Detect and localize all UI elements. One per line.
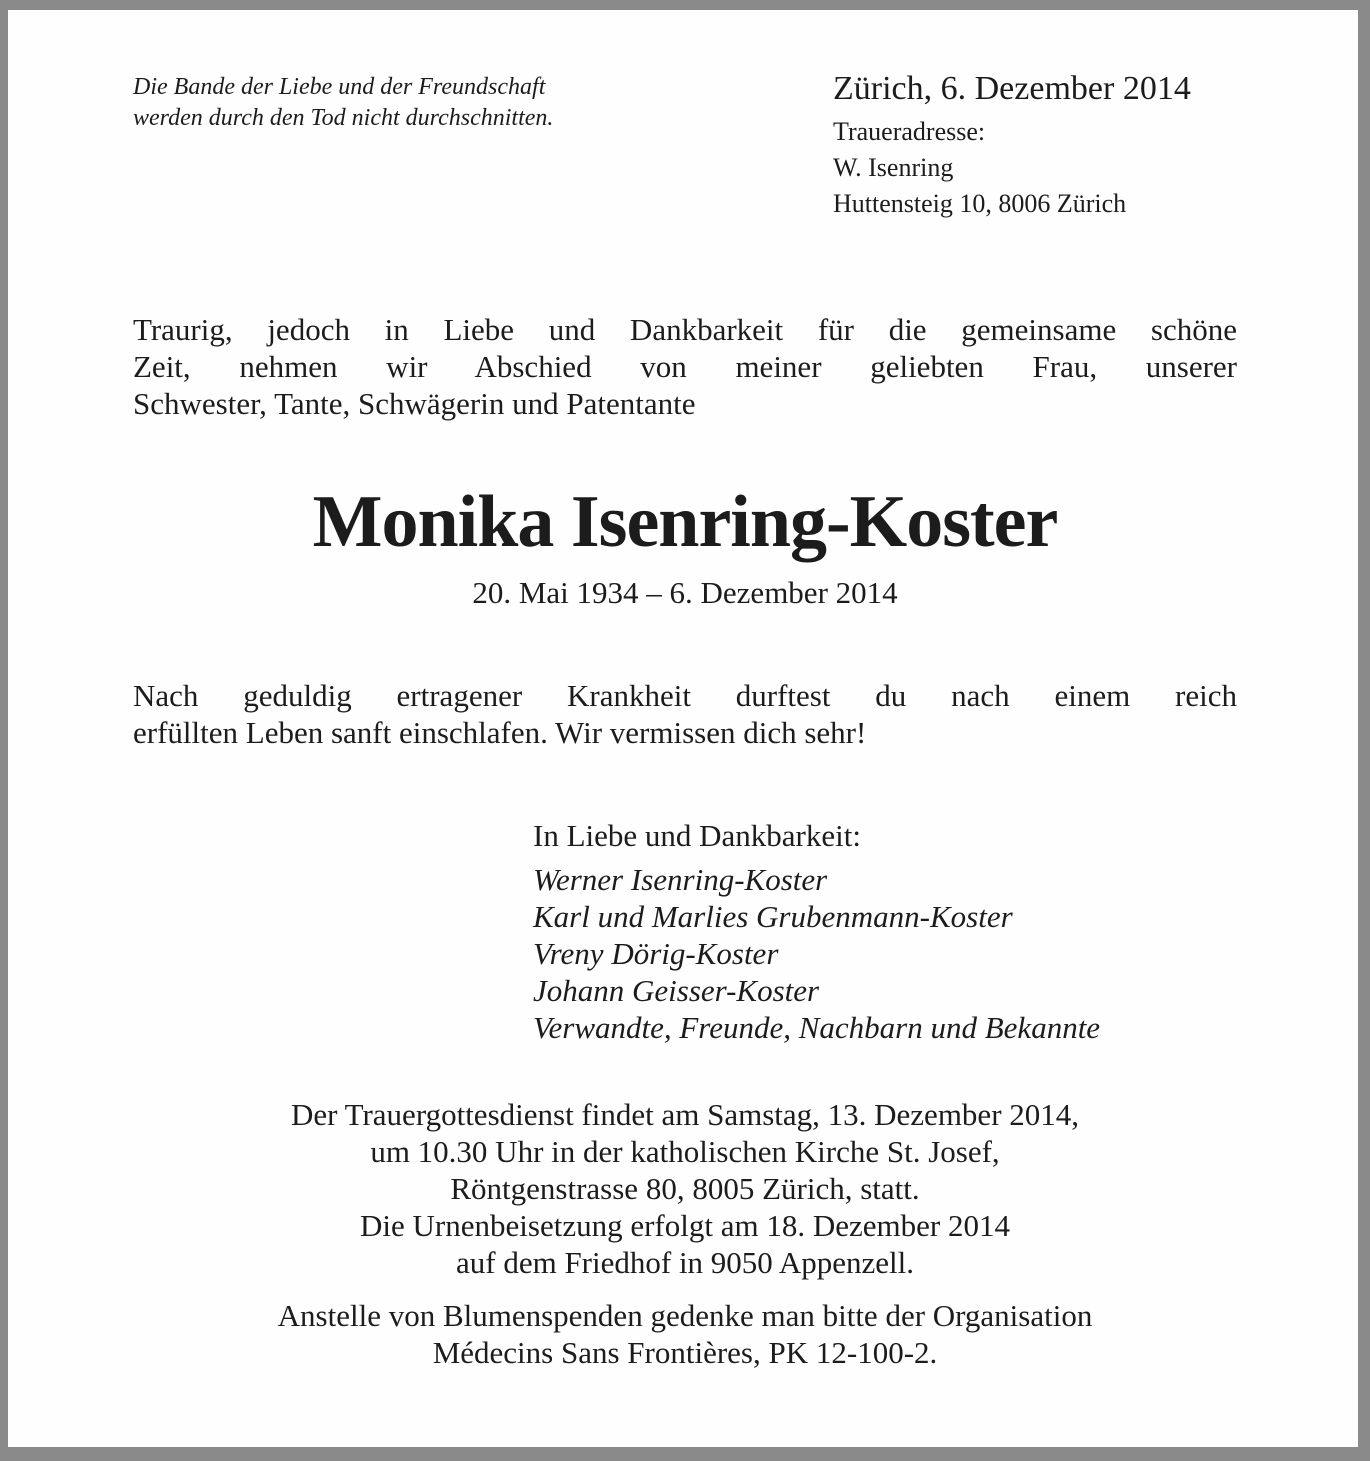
mourning-address-name: W. Isenring	[833, 153, 954, 182]
mourner-name: Karl und Marlies Grubenmann-Koster	[533, 899, 1013, 934]
mourners-heading: In Liebe und Dankbarkeit:	[533, 818, 861, 853]
mourning-address-street: Huttensteig 10, 8006 Zürich	[833, 189, 1127, 218]
intro-line-1: Traurig, jedoch in Liebe und Dankbarkeit für die gemeinsame schöne	[133, 312, 1237, 347]
service-details	[0, 1096, 1370, 1281]
tribute-line-1: Nach geduldig ertragener Krankheit durftest du nach einem reich	[133, 678, 1237, 713]
tribute-paragraph	[133, 677, 1237, 751]
mourner-name: Vreny Dörig-Koster	[533, 936, 779, 971]
header-right	[833, 68, 1191, 222]
service-line-2: um 10.30 Uhr in der katholischen Kirche St. Josef,	[370, 1134, 1000, 1169]
mourner-name: Werner Isenring-Koster	[533, 862, 828, 897]
tribute-line-2: erfüllten Leben sanft einschlafen. Wir vermissen dich sehr!	[133, 715, 867, 750]
service-line-1: Der Trauergottesdienst findet am Samstag, 13. Dezember 2014,	[290, 1097, 1080, 1132]
donation-note	[0, 1297, 1370, 1371]
service-line-4: Die Urnenbeisetzung erfolgt am 18. Dezember 2014	[360, 1208, 1010, 1243]
dateline: Zürich, 6. Dezember 2014	[833, 70, 1191, 107]
donation-line-2: Médecins Sans Frontières, PK 12-100-2.	[432, 1335, 938, 1370]
epigraph-line-1: Die Bande der Liebe und der Freundschaft	[133, 74, 546, 100]
service-line-5: auf dem Friedhof in 9050 Appenzell.	[455, 1245, 914, 1280]
donation-line-1: Anstelle von Blumenspenden gedenke man bitte der Organisation	[277, 1298, 1093, 1333]
intro-paragraph	[133, 311, 1237, 422]
epigraph-line-2: werden durch den Tod nicht durchschnitten.	[133, 105, 554, 131]
service-line-3: Röntgenstrasse 80, 8005 Zürich, statt.	[450, 1171, 920, 1206]
life-dates: 20. Mai 1934 – 6. Dezember 2014	[472, 575, 898, 610]
intro-line-3: Schwester, Tante, Schwägerin und Patentante	[133, 386, 696, 421]
epigraph	[133, 72, 553, 134]
mourner-name: Verwandte, Freunde, Nachbarn und Bekannte	[533, 1010, 1101, 1045]
deceased-name: Monika Isenring-Koster	[312, 481, 1058, 563]
mourner-names	[533, 861, 1100, 1046]
mourner-name: Johann Geisser-Koster	[533, 973, 820, 1008]
mourning-address-label: Traueradresse:	[833, 117, 986, 146]
mourners-list	[533, 817, 1100, 1046]
intro-line-2: Zeit, nehmen wir Abschied von meiner geliebten Frau, unserer	[133, 349, 1237, 384]
